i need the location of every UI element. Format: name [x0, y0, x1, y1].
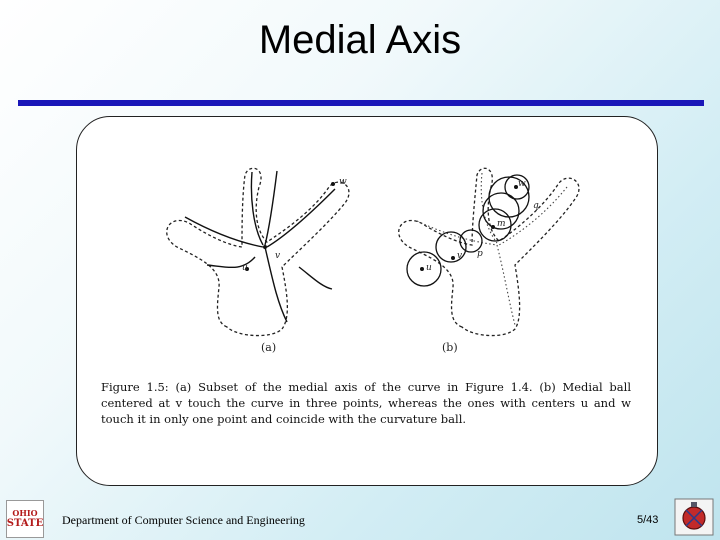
medial-axis-figure [77, 117, 657, 485]
label-v-a: v [275, 251, 281, 261]
point-u-b [420, 267, 424, 271]
axis-a-top [251, 172, 263, 245]
page-number: 5/43 [637, 514, 659, 526]
point-m-b [491, 225, 495, 229]
ohio-state-logo [6, 500, 44, 538]
label-m-b: m [497, 219, 506, 229]
figure-caption: Figure 1.5: (a) Subset of the medial axis of the curve in Figure 1.4. (b) Medial ball centered at v touch the curve in three points, whereas the ones with centers u and w touch it in only one point and coincide with the curvature ball. [101, 380, 631, 426]
axis-a-low-right [299, 267, 332, 289]
label-v-b: v [457, 251, 463, 261]
figure-card [76, 116, 658, 486]
label-w-b: w [518, 179, 526, 189]
label-p-b: p [477, 249, 483, 259]
title-rule [18, 100, 704, 106]
label-w-a: w [339, 177, 347, 187]
logo-line-2: STATE [6, 518, 44, 529]
label-u-b: u [426, 263, 432, 273]
label-u-a: u [242, 263, 248, 273]
point-v-a [263, 245, 267, 249]
footer-department: Department of Computer Science and Engineering [62, 513, 305, 527]
slide-title: Medial Axis [258, 18, 462, 62]
subfigure-label-a: (a) [261, 341, 277, 354]
point-v-b [451, 256, 455, 260]
curve-a [167, 168, 349, 335]
point-w-a [331, 182, 335, 186]
axis-a-top2 [265, 171, 277, 245]
department-emblem-icon [674, 498, 714, 536]
label-q-b: q [533, 201, 539, 211]
logo-line-1: OHIO [12, 508, 38, 518]
axis-a-right [267, 189, 335, 247]
subfigure-label-b: (b) [442, 341, 458, 354]
